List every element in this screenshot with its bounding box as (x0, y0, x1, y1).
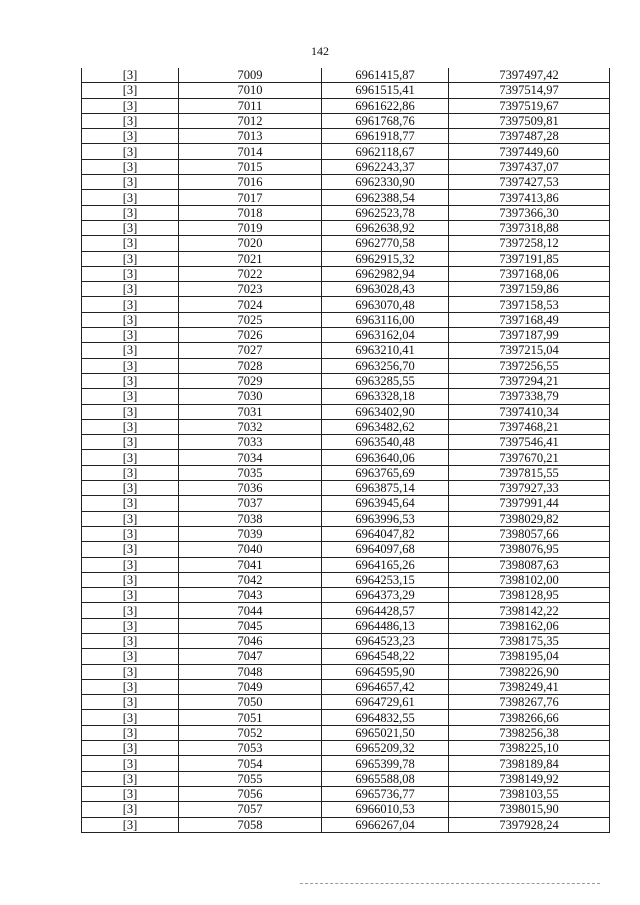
x-coordinate-cell: 6962118,67 (322, 144, 449, 159)
table-row (82, 710, 610, 725)
y-coordinate-cell: 7398057,66 (449, 526, 610, 541)
point-number-cell: 7037 (179, 496, 322, 511)
x-coordinate-cell: 6963028,43 (322, 282, 449, 297)
y-coordinate-cell: 7398256,38 (449, 725, 610, 740)
reference-cell: [3] (82, 236, 179, 251)
y-coordinate-cell: 7398162,06 (449, 618, 610, 633)
x-coordinate-cell: 6962982,94 (322, 266, 449, 281)
x-coordinate-cell: 6961918,77 (322, 129, 449, 144)
reference-cell: [3] (82, 741, 179, 756)
point-number-cell: 7020 (179, 236, 322, 251)
table-row (82, 435, 610, 450)
y-coordinate-cell: 7397670,21 (449, 450, 610, 465)
y-coordinate-cell: 7397991,44 (449, 496, 610, 511)
table-row (82, 266, 610, 281)
x-coordinate-cell: 6964097,68 (322, 542, 449, 557)
coordinates-table (81, 68, 610, 833)
point-number-cell: 7028 (179, 358, 322, 373)
point-number-cell: 7051 (179, 710, 322, 725)
y-coordinate-cell: 7397366,30 (449, 205, 610, 220)
reference-cell: [3] (82, 159, 179, 174)
x-coordinate-cell: 6963996,53 (322, 511, 449, 526)
point-number-cell: 7049 (179, 679, 322, 694)
y-coordinate-cell: 7398226,90 (449, 664, 610, 679)
x-coordinate-cell: 6963402,90 (322, 404, 449, 419)
table-row (82, 481, 610, 496)
point-number-cell: 7040 (179, 542, 322, 557)
x-coordinate-cell: 6965399,78 (322, 756, 449, 771)
point-number-cell: 7031 (179, 404, 322, 419)
x-coordinate-cell: 6963640,06 (322, 450, 449, 465)
table-row (82, 297, 610, 312)
point-number-cell: 7047 (179, 649, 322, 664)
y-coordinate-cell: 7397168,06 (449, 266, 610, 281)
x-coordinate-cell: 6963765,69 (322, 465, 449, 480)
reference-cell: [3] (82, 190, 179, 205)
y-coordinate-cell: 7397158,53 (449, 297, 610, 312)
x-coordinate-cell: 6965588,08 (322, 771, 449, 786)
reference-cell: [3] (82, 312, 179, 327)
point-number-cell: 7053 (179, 741, 322, 756)
y-coordinate-cell: 7397191,85 (449, 251, 610, 266)
table-row (82, 572, 610, 587)
reference-cell: [3] (82, 220, 179, 235)
x-coordinate-cell: 6964047,82 (322, 526, 449, 541)
table-row (82, 358, 610, 373)
table-row (82, 129, 610, 144)
reference-cell: [3] (82, 588, 179, 603)
x-coordinate-cell: 6961415,87 (322, 68, 449, 83)
y-coordinate-cell: 7397449,60 (449, 144, 610, 159)
x-coordinate-cell: 6962330,90 (322, 175, 449, 190)
reference-cell: [3] (82, 450, 179, 465)
point-number-cell: 7039 (179, 526, 322, 541)
x-coordinate-cell: 6961515,41 (322, 83, 449, 98)
table-row (82, 450, 610, 465)
y-coordinate-cell: 7397187,99 (449, 328, 610, 343)
y-coordinate-cell: 7398087,63 (449, 557, 610, 572)
x-coordinate-cell: 6962638,92 (322, 220, 449, 235)
reference-cell: [3] (82, 786, 179, 801)
reference-cell: [3] (82, 618, 179, 633)
page-number: 142 (311, 44, 329, 58)
point-number-cell: 7056 (179, 786, 322, 801)
table-row (82, 190, 610, 205)
table-row (82, 175, 610, 190)
y-coordinate-cell: 7397258,12 (449, 236, 610, 251)
point-number-cell: 7015 (179, 159, 322, 174)
point-number-cell: 7018 (179, 205, 322, 220)
reference-cell: [3] (82, 358, 179, 373)
reference-cell: [3] (82, 419, 179, 434)
reference-cell: [3] (82, 83, 179, 98)
y-coordinate-cell: 7397318,88 (449, 220, 610, 235)
reference-cell: [3] (82, 695, 179, 710)
table-row (82, 603, 610, 618)
point-number-cell: 7023 (179, 282, 322, 297)
point-number-cell: 7032 (179, 419, 322, 434)
table-row (82, 496, 610, 511)
reference-cell: [3] (82, 710, 179, 725)
x-coordinate-cell: 6964253,15 (322, 572, 449, 587)
x-coordinate-cell: 6963482,62 (322, 419, 449, 434)
reference-cell: [3] (82, 266, 179, 281)
reference-cell: [3] (82, 649, 179, 664)
y-coordinate-cell: 7397294,21 (449, 373, 610, 388)
table-row (82, 756, 610, 771)
x-coordinate-cell: 6963256,70 (322, 358, 449, 373)
reference-cell: [3] (82, 98, 179, 113)
point-number-cell: 7025 (179, 312, 322, 327)
reference-cell: [3] (82, 144, 179, 159)
point-number-cell: 7034 (179, 450, 322, 465)
y-coordinate-cell: 7397509,81 (449, 113, 610, 128)
table-row (82, 83, 610, 98)
reference-cell: [3] (82, 389, 179, 404)
reference-cell: [3] (82, 511, 179, 526)
table-row (82, 511, 610, 526)
point-number-cell: 7043 (179, 588, 322, 603)
y-coordinate-cell: 7397437,07 (449, 159, 610, 174)
point-number-cell: 7038 (179, 511, 322, 526)
point-number-cell: 7026 (179, 328, 322, 343)
y-coordinate-cell: 7398195,04 (449, 649, 610, 664)
reference-cell: [3] (82, 664, 179, 679)
x-coordinate-cell: 6965021,50 (322, 725, 449, 740)
reference-cell: [3] (82, 725, 179, 740)
point-number-cell: 7011 (179, 98, 322, 113)
x-coordinate-cell: 6964373,29 (322, 588, 449, 603)
table-row (82, 159, 610, 174)
reference-cell: [3] (82, 297, 179, 312)
x-coordinate-cell: 6962770,58 (322, 236, 449, 251)
table-row (82, 312, 610, 327)
x-coordinate-cell: 6964729,61 (322, 695, 449, 710)
reference-cell: [3] (82, 435, 179, 450)
x-coordinate-cell: 6963875,14 (322, 481, 449, 496)
y-coordinate-cell: 7397927,33 (449, 481, 610, 496)
reference-cell: [3] (82, 817, 179, 832)
table-row (82, 98, 610, 113)
x-coordinate-cell: 6964165,26 (322, 557, 449, 572)
table-row (82, 419, 610, 434)
point-number-cell: 7041 (179, 557, 322, 572)
x-coordinate-cell: 6964548,22 (322, 649, 449, 664)
reference-cell: [3] (82, 328, 179, 343)
x-coordinate-cell: 6963285,55 (322, 373, 449, 388)
x-coordinate-cell: 6963162,04 (322, 328, 449, 343)
y-coordinate-cell: 7397338,79 (449, 389, 610, 404)
point-number-cell: 7033 (179, 435, 322, 450)
y-coordinate-cell: 7398189,84 (449, 756, 610, 771)
point-number-cell: 7012 (179, 113, 322, 128)
point-number-cell: 7036 (179, 481, 322, 496)
point-number-cell: 7035 (179, 465, 322, 480)
point-number-cell: 7009 (179, 68, 322, 83)
y-coordinate-cell: 7397546,41 (449, 435, 610, 450)
point-number-cell: 7014 (179, 144, 322, 159)
x-coordinate-cell: 6963210,41 (322, 343, 449, 358)
reference-cell: [3] (82, 404, 179, 419)
table-row (82, 282, 610, 297)
point-number-cell: 7057 (179, 802, 322, 817)
y-coordinate-cell: 7398029,82 (449, 511, 610, 526)
table-row (82, 741, 610, 756)
y-coordinate-cell: 7398149,92 (449, 771, 610, 786)
coordinates-table-container (81, 68, 609, 833)
reference-cell: [3] (82, 572, 179, 587)
table-row (82, 465, 610, 480)
reference-cell: [3] (82, 465, 179, 480)
table-row (82, 373, 610, 388)
table-row (82, 205, 610, 220)
y-coordinate-cell: 7397928,24 (449, 817, 610, 832)
table-row (82, 328, 610, 343)
reference-cell: [3] (82, 282, 179, 297)
x-coordinate-cell: 6963540,48 (322, 435, 449, 450)
point-number-cell: 7021 (179, 251, 322, 266)
table-row (82, 664, 610, 679)
reference-cell: [3] (82, 251, 179, 266)
table-row (82, 343, 610, 358)
reference-cell: [3] (82, 679, 179, 694)
point-number-cell: 7027 (179, 343, 322, 358)
point-number-cell: 7052 (179, 725, 322, 740)
reference-cell: [3] (82, 68, 179, 83)
reference-cell: [3] (82, 496, 179, 511)
table-row (82, 588, 610, 603)
table-row (82, 817, 610, 832)
x-coordinate-cell: 6964428,57 (322, 603, 449, 618)
x-coordinate-cell: 6962915,32 (322, 251, 449, 266)
coordinates-table-body (82, 68, 610, 832)
y-coordinate-cell: 7397427,53 (449, 175, 610, 190)
y-coordinate-cell: 7397256,55 (449, 358, 610, 373)
table-row (82, 68, 610, 83)
reference-cell: [3] (82, 771, 179, 786)
table-row (82, 679, 610, 694)
table-row (82, 786, 610, 801)
y-coordinate-cell: 7397497,42 (449, 68, 610, 83)
table-row (82, 251, 610, 266)
reference-cell: [3] (82, 542, 179, 557)
x-coordinate-cell: 6962523,78 (322, 205, 449, 220)
reference-cell: [3] (82, 557, 179, 572)
table-row (82, 526, 610, 541)
y-coordinate-cell: 7397413,86 (449, 190, 610, 205)
reference-cell: [3] (82, 756, 179, 771)
x-coordinate-cell: 6961622,86 (322, 98, 449, 113)
table-row (82, 618, 610, 633)
point-number-cell: 7017 (179, 190, 322, 205)
x-coordinate-cell: 6964523,23 (322, 633, 449, 648)
x-coordinate-cell: 6963945,64 (322, 496, 449, 511)
table-row (82, 633, 610, 648)
reference-cell: [3] (82, 633, 179, 648)
table-row (82, 236, 610, 251)
point-number-cell: 7042 (179, 572, 322, 587)
bottom-scan-line (300, 883, 600, 884)
table-row (82, 542, 610, 557)
point-number-cell: 7019 (179, 220, 322, 235)
x-coordinate-cell: 6966010,53 (322, 802, 449, 817)
y-coordinate-cell: 7398249,41 (449, 679, 610, 694)
point-number-cell: 7055 (179, 771, 322, 786)
reference-cell: [3] (82, 802, 179, 817)
reference-cell: [3] (82, 481, 179, 496)
reference-cell: [3] (82, 113, 179, 128)
point-number-cell: 7024 (179, 297, 322, 312)
y-coordinate-cell: 7398102,00 (449, 572, 610, 587)
point-number-cell: 7048 (179, 664, 322, 679)
table-row (82, 113, 610, 128)
x-coordinate-cell: 6965209,32 (322, 741, 449, 756)
point-number-cell: 7022 (179, 266, 322, 281)
x-coordinate-cell: 6964595,90 (322, 664, 449, 679)
point-number-cell: 7054 (179, 756, 322, 771)
table-row (82, 725, 610, 740)
y-coordinate-cell: 7398015,90 (449, 802, 610, 817)
table-row (82, 802, 610, 817)
y-coordinate-cell: 7398128,95 (449, 588, 610, 603)
point-number-cell: 7058 (179, 817, 322, 832)
y-coordinate-cell: 7397215,04 (449, 343, 610, 358)
x-coordinate-cell: 6962243,37 (322, 159, 449, 174)
x-coordinate-cell: 6964832,55 (322, 710, 449, 725)
point-number-cell: 7029 (179, 373, 322, 388)
point-number-cell: 7030 (179, 389, 322, 404)
x-coordinate-cell: 6961768,76 (322, 113, 449, 128)
reference-cell: [3] (82, 205, 179, 220)
y-coordinate-cell: 7398076,95 (449, 542, 610, 557)
reference-cell: [3] (82, 526, 179, 541)
y-coordinate-cell: 7398225,10 (449, 741, 610, 756)
reference-cell: [3] (82, 175, 179, 190)
reference-cell: [3] (82, 603, 179, 618)
reference-cell: [3] (82, 129, 179, 144)
point-number-cell: 7016 (179, 175, 322, 190)
y-coordinate-cell: 7397468,21 (449, 419, 610, 434)
x-coordinate-cell: 6964657,42 (322, 679, 449, 694)
x-coordinate-cell: 6965736,77 (322, 786, 449, 801)
table-row (82, 389, 610, 404)
y-coordinate-cell: 7398266,66 (449, 710, 610, 725)
table-row (82, 695, 610, 710)
point-number-cell: 7050 (179, 695, 322, 710)
point-number-cell: 7044 (179, 603, 322, 618)
y-coordinate-cell: 7398267,76 (449, 695, 610, 710)
x-coordinate-cell: 6964486,13 (322, 618, 449, 633)
reference-cell: [3] (82, 343, 179, 358)
y-coordinate-cell: 7398142,22 (449, 603, 610, 618)
table-row (82, 404, 610, 419)
x-coordinate-cell: 6962388,54 (322, 190, 449, 205)
point-number-cell: 7046 (179, 633, 322, 648)
y-coordinate-cell: 7397487,28 (449, 129, 610, 144)
point-number-cell: 7045 (179, 618, 322, 633)
table-row (82, 649, 610, 664)
y-coordinate-cell: 7398103,55 (449, 786, 610, 801)
y-coordinate-cell: 7397410,34 (449, 404, 610, 419)
y-coordinate-cell: 7397514,97 (449, 83, 610, 98)
x-coordinate-cell: 6963328,18 (322, 389, 449, 404)
y-coordinate-cell: 7397519,67 (449, 98, 610, 113)
point-number-cell: 7013 (179, 129, 322, 144)
y-coordinate-cell: 7397159,86 (449, 282, 610, 297)
point-number-cell: 7010 (179, 83, 322, 98)
x-coordinate-cell: 6963116,00 (322, 312, 449, 327)
table-row (82, 144, 610, 159)
y-coordinate-cell: 7397815,55 (449, 465, 610, 480)
table-row (82, 220, 610, 235)
table-row (82, 771, 610, 786)
table-row (82, 557, 610, 572)
x-coordinate-cell: 6966267,04 (322, 817, 449, 832)
reference-cell: [3] (82, 373, 179, 388)
y-coordinate-cell: 7398175,35 (449, 633, 610, 648)
x-coordinate-cell: 6963070,48 (322, 297, 449, 312)
y-coordinate-cell: 7397168,49 (449, 312, 610, 327)
